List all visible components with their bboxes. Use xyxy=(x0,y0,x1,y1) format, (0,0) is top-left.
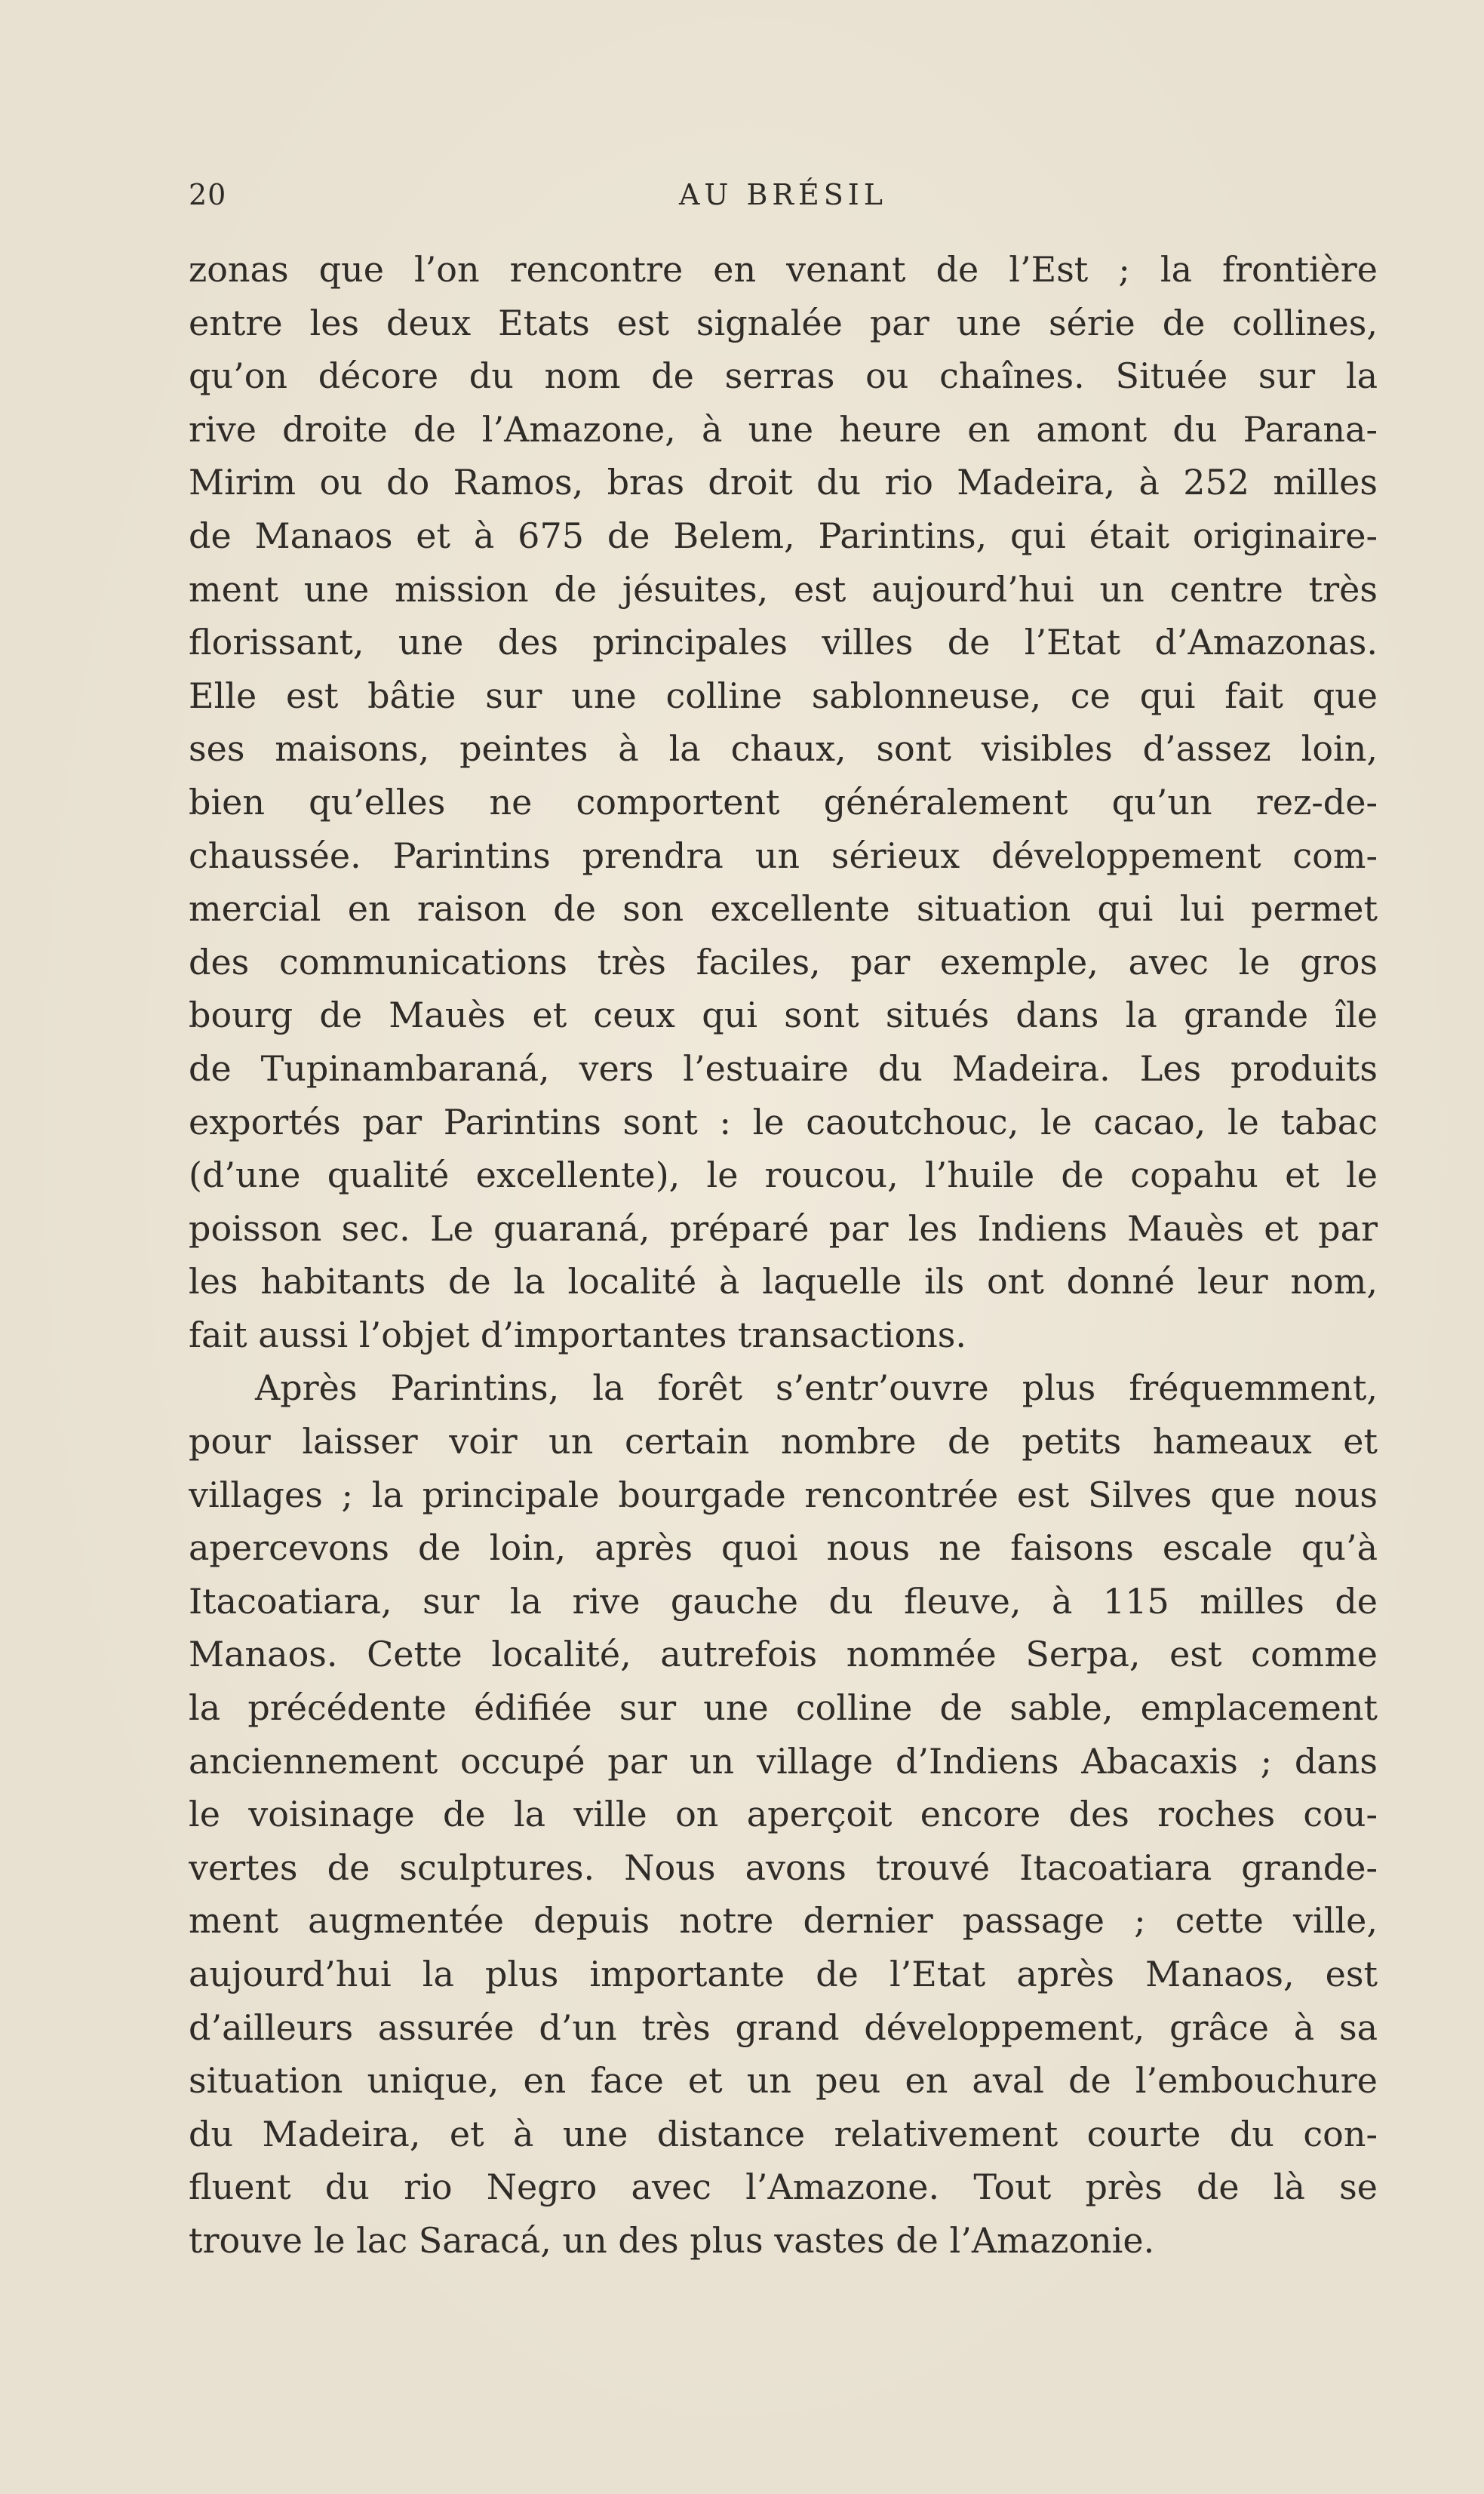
paragraph-end-line: trouve le lac Saracá, un des plus vastes de l’Amazonie. xyxy=(189,2219,1155,2261)
running-head xyxy=(189,178,1378,223)
text-line: du Madeira, et à une distance relativement courte du con- xyxy=(189,2113,1378,2154)
text-line: des communications très faciles, par exemple, avec le gros xyxy=(189,941,1378,983)
text-line: Itacoatiara, sur la rive gauche du fleuve, à 115 milles de xyxy=(189,1580,1378,1622)
text-line: poisson sec. Le guaraná, préparé par les Indiens Mauès et par xyxy=(189,1207,1378,1249)
page-number: 20 xyxy=(189,178,227,211)
text-line: de Manaos et à 675 de Belem, Parintins, qui était originaire- xyxy=(189,515,1378,556)
text-line: vertes de sculptures. Nous avons trouvé Itacoatiara grande- xyxy=(189,1847,1378,1888)
text-line: mercial en raison de son excellente situation qui lui permet xyxy=(189,888,1378,930)
text-line: anciennement occupé par un village d’Indiens Abacaxis ; dans xyxy=(189,1740,1378,1782)
text-line: aujourd’hui la plus importante de l’Etat après Manaos, est xyxy=(189,1954,1378,1994)
text-line: exportés par Parintins sont : le caoutchouc, le cacao, le tabac xyxy=(189,1101,1378,1142)
text-line: les habitants de la localité à laquelle ils ont donné leur nom, xyxy=(189,1261,1378,1302)
paragraph-start-line: Après Parintins, la forêt s’entr’ouvre plus fréquemment, xyxy=(255,1367,1378,1409)
text-line: ment une mission de jésuites, est aujourd’hui un centre très xyxy=(189,568,1378,610)
text-line: Elle est bâtie sur une colline sablonneuse, ce qui fait que xyxy=(189,675,1378,716)
text-line: d’ailleurs assurée d’un très grand développement, grâce à sa xyxy=(189,2007,1378,2048)
text-line: Manaos. Cette localité, autrefois nommée Serpa, est comme xyxy=(189,1634,1378,1675)
text-line: rive droite de l’Amazone, à une heure en amont du Parana- xyxy=(189,408,1378,450)
text-line: Mirim ou do Ramos, bras droit du rio Madeira, à 252 milles xyxy=(189,462,1378,503)
text-line: (d’une qualité excellente), le roucou, l’huile de copahu et le xyxy=(189,1155,1378,1196)
text-line: ses maisons, peintes à la chaux, sont visibles d’assez loin, xyxy=(189,728,1378,770)
text-line: situation unique, en face et un peu en aval de l’embouchure xyxy=(189,2060,1378,2102)
text-line: de Tupinambaraná, vers l’estuaire du Madeira. Les produits xyxy=(189,1047,1378,1089)
text-line: pour laisser voir un certain nombre de petits hameaux et xyxy=(189,1421,1378,1462)
text-line: ment augmentée depuis notre dernier passage ; cette ville, xyxy=(189,1900,1378,1942)
text-line: chaussée. Parintins prendra un sérieux développement com- xyxy=(189,835,1378,876)
text-line: villages ; la principale bourgade rencontrée est Silves que nous xyxy=(189,1474,1378,1515)
paragraph-end-line: fait aussi l’objet d’importantes transactions. xyxy=(189,1314,967,1355)
text-line: apercevons de loin, après quoi nous ne faisons escale qu’à xyxy=(189,1527,1378,1569)
text-line: fluent du rio Negro avec l’Amazone. Tout près de là se xyxy=(189,2166,1378,2208)
text-line: zonas que l’on rencontre en venant de l’Est ; la frontière xyxy=(189,249,1378,290)
text-line: la précédente édifiée sur une colline de sable, emplacement xyxy=(189,1687,1378,1729)
text-line: bien qu’elles ne comportent généralement qu’un rez-de- xyxy=(189,781,1378,823)
body-text xyxy=(189,243,1378,2268)
text-line: florissant, une des principales villes de l’Etat d’Amazonas. xyxy=(189,622,1378,663)
running-title: AU BRÉSIL xyxy=(678,178,888,211)
text-line: le voisinage de la ville on aperçoit encore des roches cou- xyxy=(189,1794,1378,1835)
text-line: qu’on décore du nom de serras ou chaînes. Située sur la xyxy=(189,355,1378,397)
text-line: entre les deux Etats est signalée par une série de collines, xyxy=(189,302,1378,343)
text-line: bourg de Mauès et ceux qui sont situés dans la grande île xyxy=(189,995,1378,1036)
